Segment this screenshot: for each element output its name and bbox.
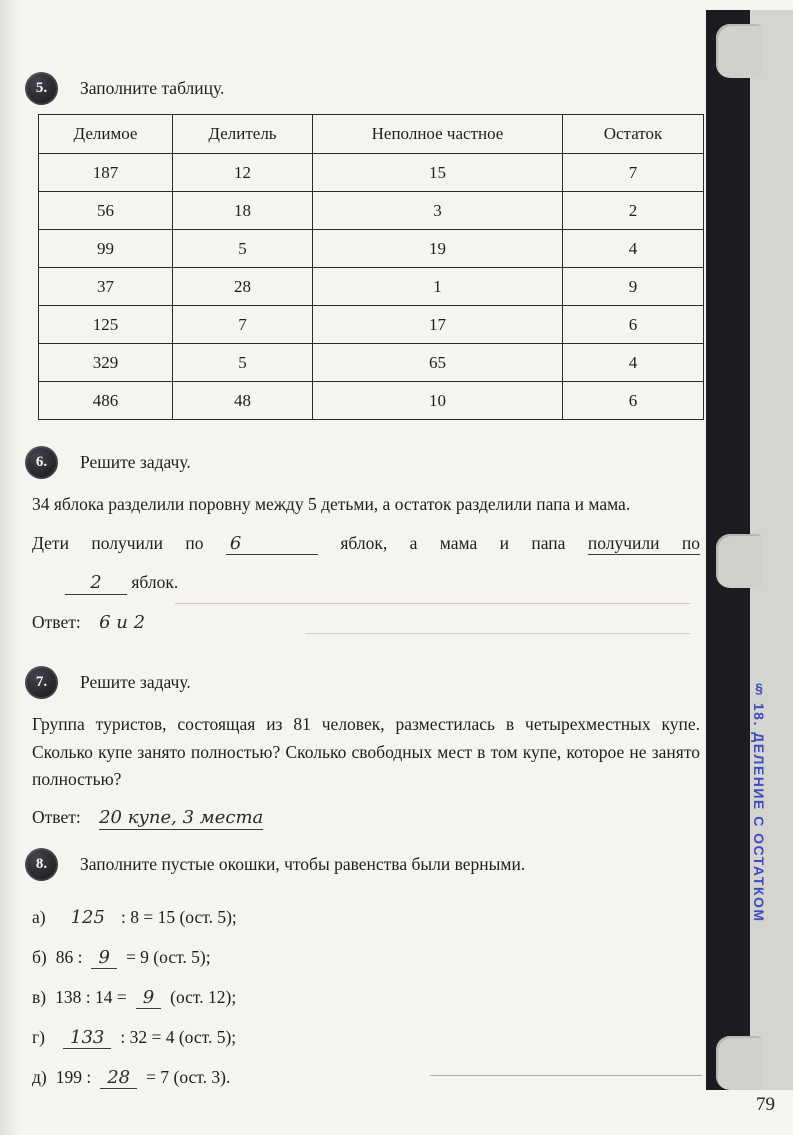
equation-filled-value: 133 bbox=[63, 1027, 111, 1049]
band-tab-top bbox=[716, 24, 762, 78]
task-body: 34 яблока разделили поровну между 5 детьми, а остаток разделили папа и мама. bbox=[32, 494, 631, 514]
table-header-cell: Остаток bbox=[563, 115, 704, 154]
task-6-section bbox=[25, 446, 707, 640]
page-number: 79 bbox=[756, 1094, 775, 1115]
task-title: Решите задачу. bbox=[80, 672, 191, 692]
equation-row bbox=[32, 897, 707, 937]
table-row bbox=[39, 344, 704, 382]
table-row bbox=[39, 306, 704, 344]
table-cell: 17 bbox=[313, 306, 563, 344]
table-cell: 56 bbox=[39, 192, 173, 230]
equation-text: = 9 (ост. 5); bbox=[125, 947, 211, 967]
task-number-badge: 5. bbox=[25, 72, 58, 105]
table-cell: 1 bbox=[313, 268, 563, 306]
fill-text: Дети получили по bbox=[32, 532, 204, 553]
fill-blank-children: 6 bbox=[226, 534, 318, 556]
task-title: Решите задачу. bbox=[80, 452, 191, 472]
answer-label: Ответ: bbox=[32, 612, 81, 633]
table-header-row bbox=[39, 115, 704, 154]
division-table-wrap bbox=[38, 114, 704, 420]
equation-text: 86 : bbox=[55, 947, 83, 967]
equation-text: : 32 = 4 (ост. 5); bbox=[120, 1027, 237, 1047]
fill-text: яблок. bbox=[131, 571, 179, 592]
equation-filled-value: 28 bbox=[100, 1067, 137, 1089]
table-cell: 99 bbox=[39, 230, 173, 268]
fill-text-on-line: получили по bbox=[587, 532, 700, 553]
table-cell: 125 bbox=[39, 306, 173, 344]
equation-label: г) bbox=[32, 1027, 46, 1047]
task-7-section bbox=[25, 666, 707, 834]
table-cell: 9 bbox=[563, 268, 704, 306]
fill-in-sentence-2 bbox=[65, 566, 707, 599]
fill-blank-parents: 2 bbox=[65, 573, 127, 595]
answer-value: 20 купе, 3 места bbox=[99, 806, 264, 828]
table-cell: 6 bbox=[563, 306, 704, 344]
table-row bbox=[39, 230, 704, 268]
equation-list bbox=[32, 897, 707, 1097]
task-7-header bbox=[25, 666, 707, 699]
table-header-cell: Неполное частное bbox=[313, 115, 563, 154]
answer-line bbox=[32, 607, 707, 639]
table-cell: 6 bbox=[563, 382, 704, 420]
table-cell: 65 bbox=[313, 344, 563, 382]
table-cell: 28 bbox=[173, 268, 313, 306]
table-cell: 18 bbox=[173, 192, 313, 230]
table-cell: 4 bbox=[563, 344, 704, 382]
division-table bbox=[38, 114, 704, 420]
table-cell: 2 bbox=[563, 192, 704, 230]
table-header-cell: Делимое bbox=[39, 115, 173, 154]
section-title-vertical: § 18. ДЕЛЕНИЕ С ОСТАТКОМ bbox=[751, 680, 767, 923]
table-cell: 7 bbox=[173, 306, 313, 344]
table-cell: 4 bbox=[563, 230, 704, 268]
equation-filled-value: 125 bbox=[70, 907, 105, 928]
fill-in-sentence bbox=[32, 527, 700, 560]
equation-label: б) bbox=[32, 947, 47, 967]
task-8-section bbox=[25, 848, 707, 1097]
equation-label: в) bbox=[32, 987, 47, 1007]
task-5-section bbox=[25, 72, 707, 105]
table-cell: 187 bbox=[39, 154, 173, 192]
table-cell: 486 bbox=[39, 382, 173, 420]
table-cell: 5 bbox=[173, 344, 313, 382]
table-row bbox=[39, 192, 704, 230]
table-cell: 37 bbox=[39, 268, 173, 306]
answer-value: 6 и 2 bbox=[99, 612, 146, 634]
table-cell: 329 bbox=[39, 344, 173, 382]
task-8-header bbox=[25, 848, 707, 881]
task-title: Заполните пустые окошки, чтобы равенства были верными. bbox=[80, 854, 526, 874]
table-row bbox=[39, 382, 704, 420]
task-number-badge: 7. bbox=[25, 666, 58, 699]
task-number-badge: 8. bbox=[25, 848, 58, 881]
equation-filled-value: 9 bbox=[136, 987, 161, 1009]
task-6-header bbox=[25, 446, 707, 479]
table-cell: 10 bbox=[313, 382, 563, 420]
equation-filled-value: 9 bbox=[91, 947, 116, 969]
equation-row bbox=[32, 977, 707, 1017]
equation-row bbox=[32, 1057, 707, 1097]
answer-label: Ответ: bbox=[32, 806, 81, 827]
table-row bbox=[39, 268, 704, 306]
band-tab-middle bbox=[716, 534, 762, 588]
equation-text: = 7 (ост. 3). bbox=[146, 1067, 231, 1087]
equation-text: (ост. 12); bbox=[170, 987, 237, 1007]
equation-text: 199 : bbox=[55, 1067, 92, 1087]
table-cell: 7 bbox=[563, 154, 704, 192]
task-number-badge: 6. bbox=[25, 446, 58, 479]
equation-label: а) bbox=[32, 907, 46, 927]
equation-text: : 8 = 15 (ост. 5); bbox=[120, 907, 237, 927]
table-cell: 3 bbox=[313, 192, 563, 230]
table-cell: 12 bbox=[173, 154, 313, 192]
task-title: Заполните таблицу. bbox=[80, 78, 225, 98]
task-body: Группа туристов, состоящая из 81 человек, разместилась в четырехместных купе. Сколько купе занято полностью? Сколько свободных мест в том купе, которое не занято полностью? bbox=[32, 714, 700, 790]
table-cell: 19 bbox=[313, 230, 563, 268]
equation-row bbox=[32, 937, 707, 977]
table-cell: 5 bbox=[173, 230, 313, 268]
table-cell: 48 bbox=[173, 382, 313, 420]
table-header-cell: Делитель bbox=[173, 115, 313, 154]
equation-text: 138 : 14 = bbox=[55, 987, 127, 1007]
table-cell: 15 bbox=[313, 154, 563, 192]
equation-row bbox=[32, 1017, 707, 1057]
answer-line bbox=[32, 802, 707, 834]
equation-label: д) bbox=[32, 1067, 47, 1087]
fill-text: яблок, а мама и папа bbox=[340, 532, 566, 553]
task-5-header bbox=[25, 72, 707, 105]
table-row bbox=[39, 154, 704, 192]
